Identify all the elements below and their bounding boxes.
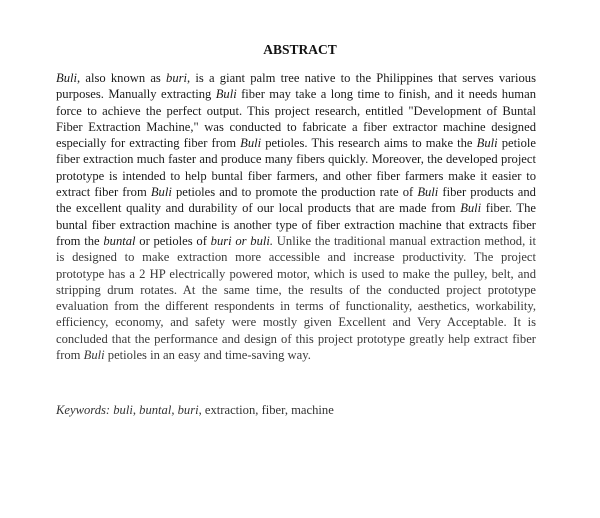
text-run: Unlike the traditional manual extraction method, it is designed to make extraction more accessible and increase productivity. The project prototype has a 2 HP electrically powered motor, which is used to make the pulley, belt, and stripping drum rotates. At the same time, the results of the conducted project prototype evaluation from the different respondents in terms of functionality, aesthetics, workability, efficiency, economy, and safety were mostly given Excellent and Very Acceptable. It is concluded that the performance and design of this project prototype greatly help extract fiber from bbox=[56, 233, 536, 363]
text-run: petioles. This research aims to make the bbox=[261, 136, 477, 151]
text-run: fiber may take a long time to finish, and it needs human force to achieve the perfect output. This project research, entitled "Development of Buntal Fiber Extraction Machine," was conducted to fabricate a fiber extractor machine designed especially for extracting fiber from bbox=[56, 87, 536, 151]
italic-term: Buli bbox=[215, 87, 237, 102]
text-run: petioles and to promote the production rate of bbox=[171, 185, 418, 200]
italic-term: Buli bbox=[150, 185, 172, 200]
text-run: fiber products and the excellent quality and durability of our local products that are made from bbox=[56, 185, 536, 216]
italic-term: Buli bbox=[417, 185, 439, 200]
text-run: , also known as bbox=[77, 71, 167, 85]
italic-term: Buli bbox=[460, 201, 482, 216]
text-run: petioles in an easy and time-saving way. bbox=[104, 348, 311, 363]
italic-term: Buli bbox=[240, 136, 262, 151]
italic-term: buntal bbox=[103, 233, 136, 248]
italic-term: buri bbox=[166, 71, 188, 85]
italic-term: Buli bbox=[476, 136, 498, 151]
abstract-heading: ABSTRACT bbox=[263, 42, 337, 57]
separator: , bbox=[171, 403, 178, 417]
keyword: buri bbox=[177, 403, 199, 417]
text-run: or petioles of bbox=[135, 233, 211, 248]
keyword: buntal bbox=[139, 403, 172, 417]
keyword-list-rest: , extraction, fiber, machine bbox=[198, 403, 334, 417]
keywords-label: Keywords: bbox=[56, 403, 114, 417]
keywords-line bbox=[56, 403, 536, 418]
italic-term: Buli bbox=[83, 348, 105, 363]
separator: , bbox=[132, 403, 140, 417]
keyword: buli bbox=[113, 403, 133, 417]
text-run: petiole fiber extraction much faster and produce many fibers quickly. Moreover, the developed project prototype is intended to help buntal fiber farmers, and other fiber farmers make it easier to extract fiber from bbox=[56, 136, 536, 200]
abstract-paragraph bbox=[56, 70, 536, 363]
italic-term: Buli bbox=[56, 71, 77, 85]
italic-term: buri or buli. bbox=[210, 233, 274, 248]
text-run: , is a giant palm tree native to the Philippines that serves various purposes. Manually extracting bbox=[56, 71, 536, 102]
text-run: fiber. The buntal fiber extraction machine is another type of fiber extraction machine that extracts fiber from the bbox=[56, 201, 537, 248]
